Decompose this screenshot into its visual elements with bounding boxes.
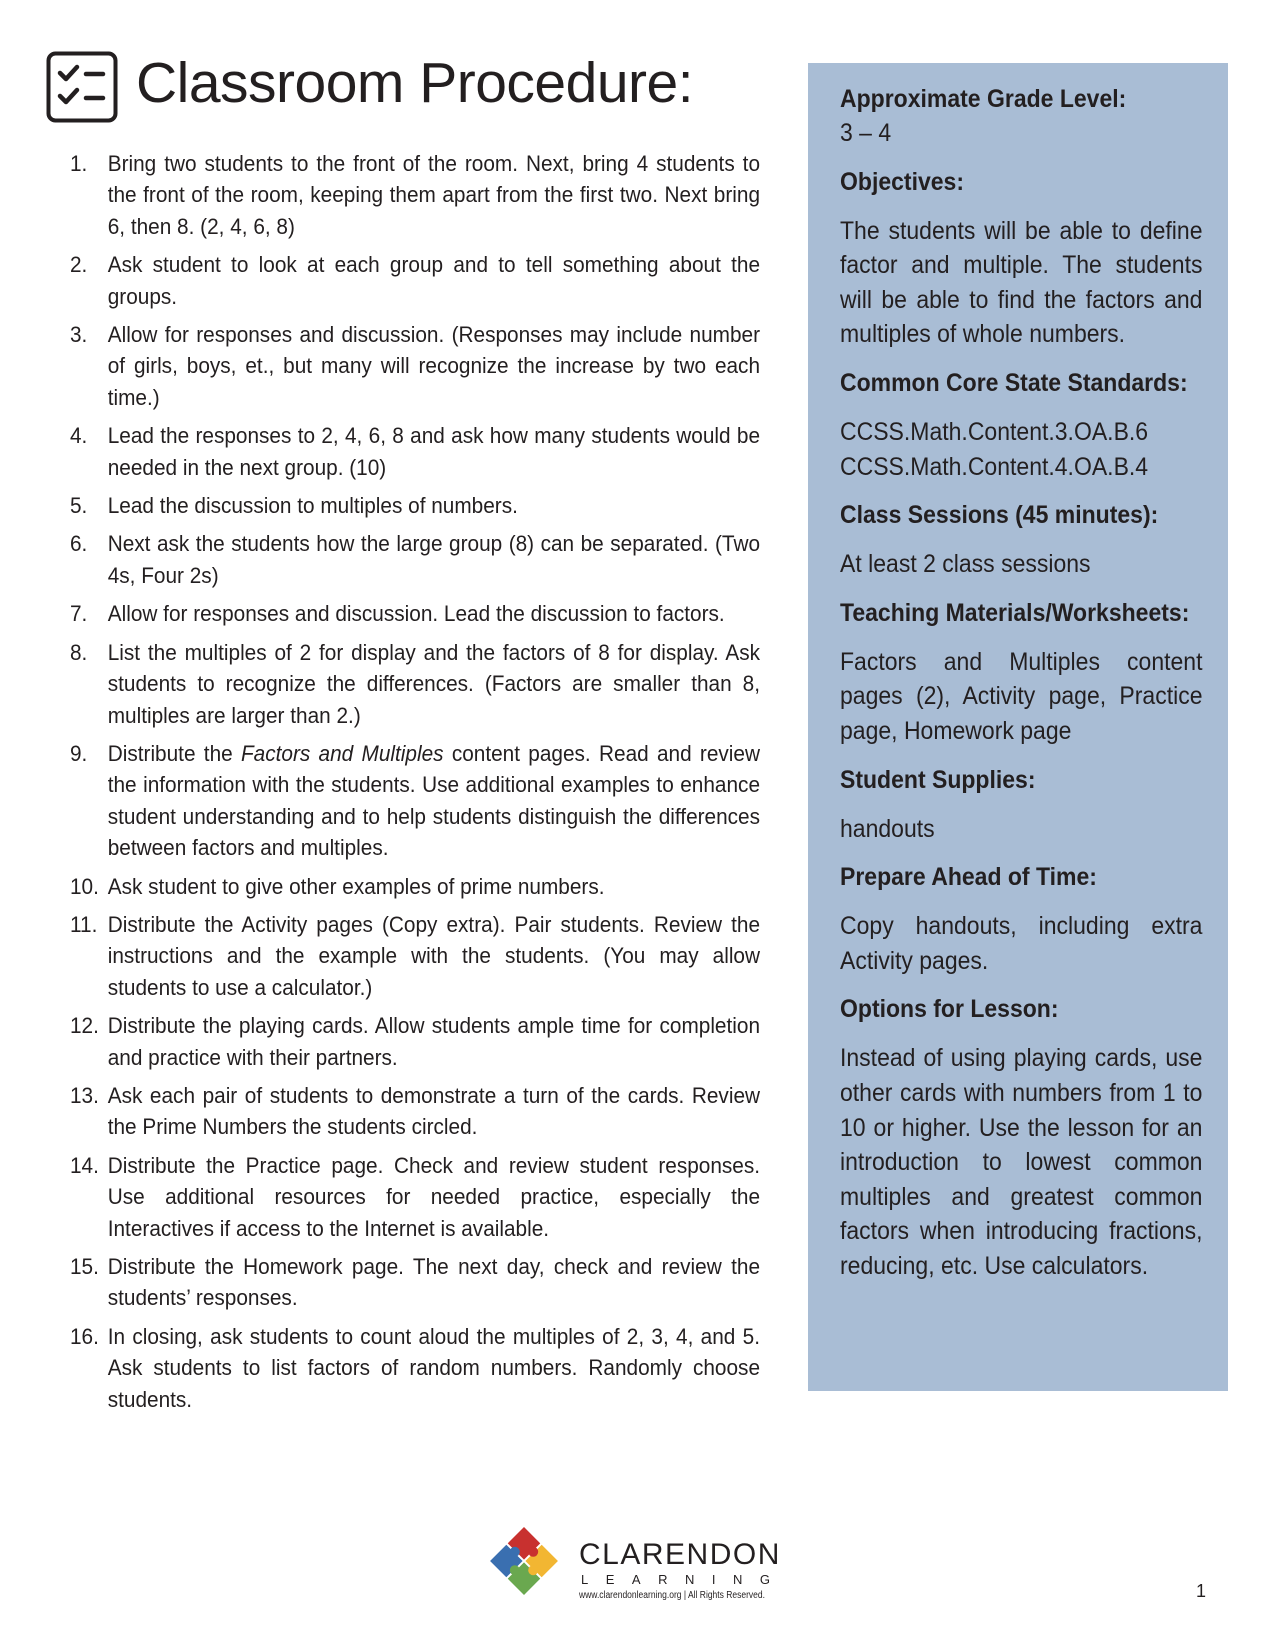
step-text: List the multiples of 2 for display and the factors of 8 for display. Ask students to recognize the differences. (Factors are smaller than 8, multiples are larger than 2.) [107, 639, 761, 728]
step-number: 4. [70, 423, 88, 449]
step-text: In closing, ask students to count aloud the multiples of 2, 3, 4, and 5. Ask students to list factors of random numbers. Randomly choose students. [107, 1323, 761, 1412]
options-text: Instead of using playing cards, use other cards with numbers from 1 to 10 or higher. Use the lesson for an introduction to lowest common multiples and greatest common factors when introducing fractions, reducing, etc. Use calculators. [840, 1044, 1203, 1280]
prepare-text: Copy handouts, including extra Activity pages. [840, 912, 1203, 975]
procedure-step [70, 420, 760, 483]
supplies-heading: Student Supplies: [840, 765, 1036, 794]
step-text: Ask student to give other examples of prime numbers. [107, 873, 605, 899]
procedure-step [70, 738, 760, 864]
procedure-step [70, 1251, 760, 1314]
materials-text: Factors and Multiples content pages (2), Activity page, Practice page, Homework page [840, 647, 1203, 745]
step-text: Distribute the Practice page. Check and review student responses. Use additional resources for needed practice, especially the Interactives if access to the Internet is available. [107, 1152, 761, 1241]
step-number: 11. [70, 911, 98, 937]
step-number: 9. [70, 740, 88, 766]
page-title: Classroom Procedure: [136, 51, 694, 115]
step-text: Lead the discussion to multiples of numbers. [107, 493, 518, 519]
procedure-step [70, 490, 760, 521]
page-number: 1 [1196, 1581, 1207, 1601]
procedure-list [70, 148, 760, 1422]
step-text: Ask student to look at each group and to tell something about the groups. [107, 252, 761, 309]
objectives-heading: Objectives: [840, 167, 964, 196]
options-heading: Options for Lesson: [840, 995, 1059, 1024]
procedure-step [70, 249, 760, 312]
step-text: Distribute the Homework page. The next day, check and review the students’ responses. [107, 1254, 761, 1311]
sessions-text: At least 2 class sessions [840, 550, 1091, 579]
step-text-before: Distribute the [107, 740, 241, 766]
standards-heading: Common Core State Standards: [840, 368, 1188, 397]
brand-subtitle: LEARNING [581, 1572, 788, 1587]
procedure-step [70, 1080, 760, 1143]
step-text: Distribute the playing cards. Allow students ample time for completion and practice with their partners. [107, 1013, 761, 1070]
step-number: 6. [70, 531, 88, 557]
step-number: 12. [70, 1013, 99, 1039]
step-text-italic: Factors and Multiples [240, 740, 444, 766]
step-text: Ask each pair of students to demonstrate a turn of the cards. Review the Prime Numbers the students circled. [107, 1082, 761, 1140]
checklist-icon [46, 51, 118, 123]
step-text: Bring two students to the front of the room. Next, bring 4 students to the front of the room, keeping them apart from the first two. Next bring 6, then 8. (2, 4, 6, 8) [107, 151, 761, 239]
procedure-step [70, 1010, 760, 1073]
step-text: Next ask the students how the large group (8) can be separated. (Two 4s, Four 2s) [107, 531, 761, 588]
step-number: 7. [70, 601, 88, 627]
procedure-step [70, 148, 760, 242]
step-text: Lead the responses to 2, 4, 6, 8 and ask how many students would be needed in the next group. (10) [107, 423, 761, 480]
procedure-step [70, 1150, 760, 1244]
step-number: 13. [70, 1082, 99, 1108]
procedure-step [70, 319, 760, 413]
step-number: 5. [70, 493, 88, 519]
objectives-text: The students will be able to define factor and multiple. The students will be able to find the factors and multiples of whole numbers. [840, 216, 1203, 349]
procedure-step [70, 871, 760, 902]
procedure-step [70, 1321, 760, 1415]
step-number: 2. [70, 252, 88, 278]
lesson-info-sidebar [808, 63, 1228, 1391]
grade-heading: Approximate Grade Level: [840, 85, 1127, 113]
brand-name: CLARENDON [579, 1538, 781, 1571]
footer-brand [484, 1521, 804, 1601]
step-number: 16. [70, 1323, 99, 1349]
standard-item: CCSS.Math.Content.3.OA.B.6 [840, 417, 1149, 446]
step-text: Distribute the Activity pages (Copy extra). Pair students. Review the instructions and the example with the students. (You may allow students to use a calculator.) [107, 911, 761, 1000]
step-text-after: content pages. Read and review the information with the students. Use additional examples to enhance student understanding and to help students distinguish the differences between factors and multiples. [107, 740, 761, 861]
step-text: Allow for responses and discussion. Lead the discussion to factors. [107, 601, 725, 627]
supplies-text: handouts [840, 814, 935, 843]
procedure-step [70, 598, 760, 629]
step-number: 3. [70, 322, 88, 348]
step-number: 14. [70, 1152, 99, 1178]
step-number: 8. [70, 639, 88, 665]
prepare-heading: Prepare Ahead of Time: [840, 863, 1097, 892]
materials-heading: Teaching Materials/Worksheets: [840, 598, 1190, 627]
step-text: Allow for responses and discussion. (Responses may include number of girls, boys, et., but many will recognize the increase by two each time.) [107, 322, 761, 410]
step-text [108, 738, 760, 864]
step-number: 1. [70, 151, 88, 176]
procedure-step [70, 528, 760, 591]
sessions-heading: Class Sessions (45 minutes): [840, 501, 1159, 530]
grade-value: 3 – 4 [840, 119, 892, 147]
procedure-step [70, 909, 760, 1003]
puzzle-logo-icon [484, 1521, 564, 1601]
step-number: 10. [70, 873, 99, 899]
step-number: 15. [70, 1254, 99, 1279]
procedure-step [70, 637, 760, 731]
brand-url: www.clarendonlearning.org | All Rights Reserved. [579, 1590, 766, 1601]
standard-item: CCSS.Math.Content.4.OA.B.4 [840, 452, 1149, 481]
